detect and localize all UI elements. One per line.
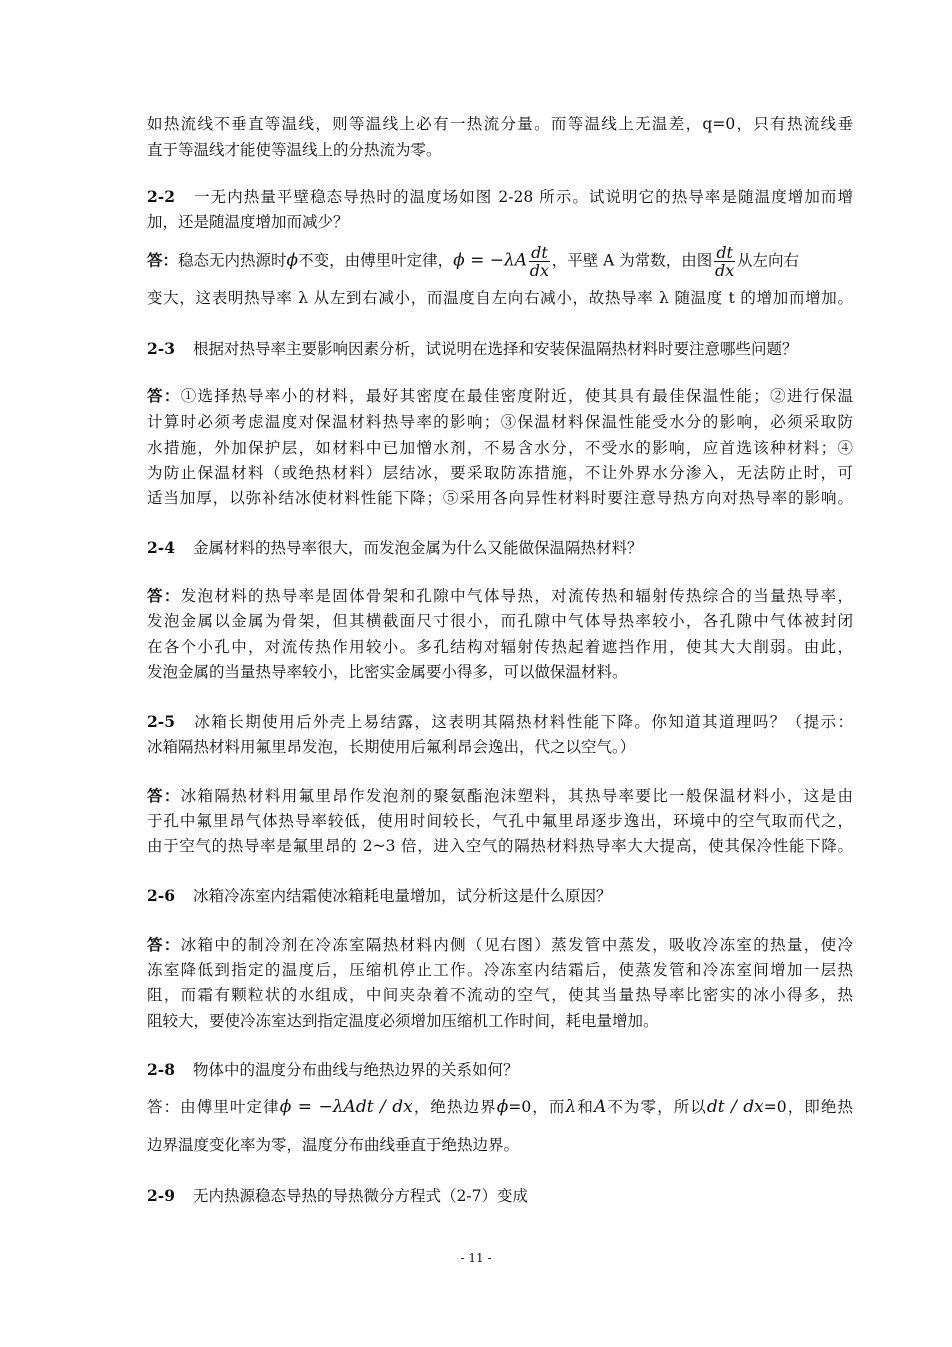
- answer-2-3-line-3: 水措施，外加保护层，如材料中已加憎水剂，不易含水分，不受水的影响，应首选该种材料；④: [147, 439, 853, 457]
- question-text: 一无内热量平壁稳态导热时的温度场如图 2-28 所示。试说明它的热导率是随温度增加而增: [193, 188, 853, 206]
- question-2-6: [147, 884, 853, 908]
- answer-text: ①选择热导率小的材料，最好其密度在最佳密度附近，使其具有最佳保温性能；②进行保温: [180, 387, 853, 405]
- answer-text: 答：由傅里叶定律: [147, 1098, 280, 1116]
- page-number: - 11 -: [460, 1251, 492, 1265]
- answer-2-5-line-2: 于孔中氟里昂气体热导率较低，使用时间较长，气孔中氟里昂逐步逸出，环境中的空气取而代之，: [147, 812, 853, 830]
- answer-2-2-line-2: 变大，这表明热导率 λ 从左到右减小，而温度自左向右减小，故热导率 λ 随温度 t 的增加而增加。: [147, 289, 853, 307]
- answer-text: 从左向右: [736, 251, 799, 270]
- answer-2-8-line-2: 边界温度变化率为零，温度分布曲线垂直于绝热边界。: [147, 1136, 520, 1154]
- intro-line-2: 直于等温线才能使等温线上的分热流为零。: [147, 141, 442, 159]
- answer-label: 答：: [147, 935, 181, 954]
- answer-2-6-line-2: 冻室降低到指定的温度后，压缩机停止工作。冷冻室内结霜后，使蒸发管和冷冻室间增加一层热: [147, 961, 853, 979]
- answer-2-4-line-2: 发泡金属以金属为骨架，但其横截面尺寸很小，而孔隙中气体导热率较小，各孔隙中气体被封闭: [147, 612, 853, 630]
- denominator: dx: [715, 261, 735, 280]
- fourier-equation: ϕ = −λA: [453, 250, 528, 271]
- question-number: 2-4: [147, 538, 176, 557]
- question-2-2-line-2: 加，还是随温度增加而减少？: [147, 213, 349, 231]
- question-number: 2-3: [147, 339, 176, 358]
- answer-text: =0，而: [508, 1098, 566, 1116]
- question-text: 冰箱长期使用后外壳上易结露，这表明其隔热材料性能下降。你知道其道理吗？（提示：: [193, 713, 853, 731]
- answer-text: 冰箱中的制冷剂在冷冻室隔热材料内侧（见右图）蒸发管中蒸发，吸收冷冻室的热量，使冷: [180, 936, 853, 954]
- lambda-symbol: λ: [565, 1097, 577, 1117]
- answer-text: 不为零，所以: [606, 1098, 707, 1116]
- question-text: 物体中的温度分布曲线与绝热边界的关系如何？: [193, 1061, 519, 1079]
- answer-label: 答：: [147, 586, 181, 605]
- answer-2-6-line-3: 阻，而霜有颗粒状的水组成，中间夹杂着不流动的空气，使其当量热导率比密实的冰小得多，热: [147, 986, 853, 1004]
- question-text: 无内热源稳态导热的导热微分方程式（2-7）变成: [193, 1187, 528, 1205]
- answer-2-6-line-4: 阻较大，要使冷冻室达到指定温度必须增加压缩机工作时间，耗电量增加。: [147, 1012, 659, 1030]
- question-number: 2-6: [147, 886, 176, 905]
- dt-dx-fraction-2: [714, 244, 735, 279]
- question-2-3: [147, 337, 853, 361]
- answer-2-3-line-2: 计算时必须考虑温度对保温材料热导率的影响；③保温材料保温性能受水分的影响，必须采取防: [147, 413, 853, 431]
- answer-label: 答：: [147, 386, 181, 405]
- answer-text: 稳态无内热源时: [178, 251, 287, 270]
- answer-2-4-line-3: 在各个小孔中，对流传热作用较小。多孔结构对辐射传热起着遮挡作用，使其大大削弱。由此，: [147, 638, 853, 656]
- intro-line-1: 如热流线不垂直等温线，则等温线上必有一热流分量。而等温线上无温差，q=0，只有热流线垂: [147, 115, 853, 133]
- answer-2-4-line-4: 发泡金属的当量热导率较小，比密实金属要小得多，可以做保温材料。: [147, 663, 628, 681]
- answer-2-4-line-1: [147, 584, 853, 608]
- answer-2-3-line-4: 为防止保温材料（或绝热材料）层结冰，要采取防冻措施，不让外界水分渗入，无法防止时，可: [147, 464, 853, 482]
- answer-text: ，绝热边界: [412, 1098, 497, 1116]
- question-number: 2-9: [147, 1186, 176, 1205]
- phi-symbol: ϕ: [286, 250, 299, 271]
- numerator: dt: [531, 243, 548, 262]
- answer-text: 发泡材料的热导率是固体骨架和孔隙中气体导热，对流传热和辐射传热综合的当量热导率，: [180, 587, 853, 605]
- answer-2-5-line-1: [147, 784, 853, 808]
- numerator: dt: [716, 243, 733, 262]
- question-2-8: [147, 1058, 853, 1082]
- answer-text: ，平壁 A 为常数，由图: [551, 251, 713, 270]
- question-text: 根据对热导率主要影响因素分析，试说明在选择和安装保温隔热材料时要注意哪些问题？: [193, 340, 798, 358]
- question-2-5-line-2: 冰箱隔热材料用氟里昂发泡，长期使用后氟利昂会逸出，代之以空气。）: [147, 738, 636, 756]
- answer-text: =0，即绝热: [763, 1098, 853, 1116]
- phi-symbol: ϕ: [496, 1097, 509, 1117]
- question-2-2-line-1: [147, 185, 853, 209]
- answer-2-3-line-1: [147, 384, 853, 408]
- question-number: 2-2: [147, 187, 176, 206]
- answer-2-3-line-5: 适当加厚，以弥补结冰使材料性能下降；⑤采用各向异性材料时要注意导热方向对热导率的影响。: [147, 489, 853, 507]
- area-symbol: A: [593, 1097, 607, 1117]
- answer-2-2-line-1: [147, 244, 853, 279]
- answer-label: 答：: [147, 250, 179, 270]
- answer-2-8-line-1: [147, 1092, 853, 1122]
- question-text: 冰箱冷冻室内结霜使冰箱耗电量增加，试分析这是什么原因？: [193, 887, 612, 905]
- answer-text: 冰箱隔热材料用氟里昂作发泡剂的聚氨酯泡沫塑料，其热导率要比一般保温材料小，这是由: [180, 787, 853, 805]
- question-number: 2-5: [147, 712, 176, 731]
- denominator: dx: [529, 261, 550, 280]
- answer-2-5-line-3: 由于空气的热导率是氟里昂的 2~3 倍，进入空气的隔热材料热导率大大提高，使其保冷性能下降。: [147, 837, 853, 855]
- question-2-4: [147, 536, 853, 560]
- answer-2-6-line-1: [147, 933, 853, 957]
- question-2-5-line-1: [147, 710, 853, 734]
- answer-text: 不变，由傅里叶定律，: [298, 251, 454, 270]
- answer-text: 和: [576, 1098, 594, 1116]
- dt-dx-fraction: [529, 244, 550, 279]
- fourier-equation: ϕ = −λAdt / dx: [279, 1097, 413, 1117]
- answer-label: 答：: [147, 786, 181, 805]
- gradient-expression: dt / dx: [706, 1097, 764, 1117]
- question-number: 2-8: [147, 1060, 176, 1079]
- question-text: 金属材料的热导率很大，而发泡金属为什么又能做保温隔热材料？: [193, 539, 643, 557]
- question-2-9: [147, 1184, 853, 1208]
